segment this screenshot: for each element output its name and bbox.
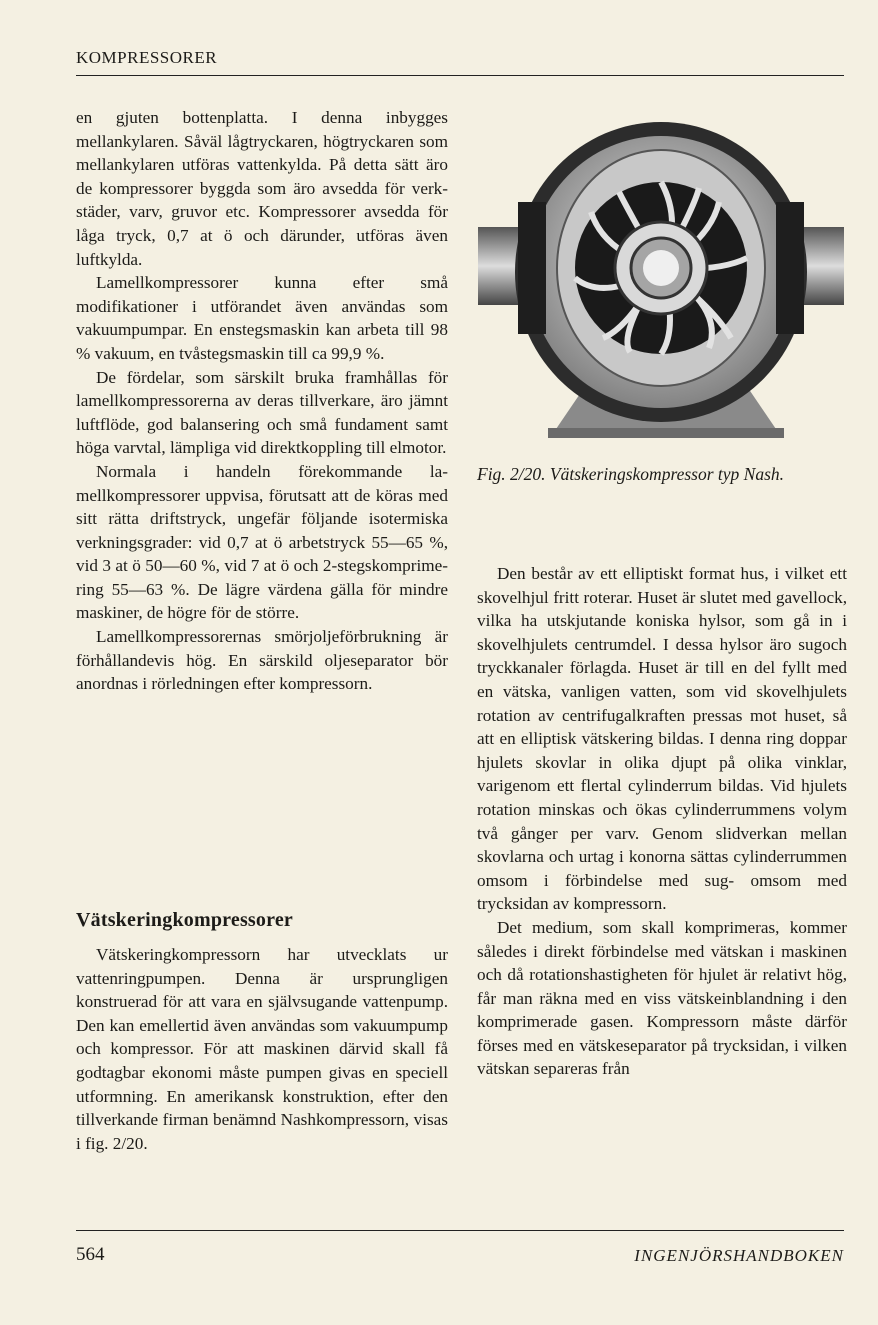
section-body <box>76 943 448 1155</box>
footer-rule <box>76 1230 844 1231</box>
paragraph: Vätskeringkompressorn har utvecklats ur vattenringpumpen. Denna är ursprungligen konstruerad för att vara en självsugande vattenpump. Den kan emellertid även användas som vakuumpump och kompressor. För att maskinen därvid skall få godtagbar ekonomi måste pumpen givas en speciell utformning. En amerikansk konstruktion, efter den tillverkande firman benämnd Nashkompressorn, visas i fig. 2/20. <box>76 945 448 1153</box>
paragraph: en gjuten bottenplatta. I denna inbygges mellankylaren. Såväl lågtryckaren, högtryckaren som mellankylaren utföras vattenkylda. På detta sätt äro de kompressorer byggda som äro avsedda för verkstäder, varv, gruvor etc. Kompressorer avsedda för låga tryck, 0,7 at ö och därunder, utföras även luftkylda. <box>76 108 448 269</box>
compressor-figure <box>478 112 844 440</box>
section-heading: Vätskeringkompressorer <box>76 909 293 931</box>
right-column <box>477 562 847 1081</box>
paragraph: Normala i handeln förekommande lamellkompressorer uppvisa, förutsatt att de köras med sitt rätta driftstryck, ungefär följande isotermiska verkningsgrader: vid 0,7 at ö arbetstryck 55—65 %, vid 3 at ö 50—60 %, vid 7 at ö och 2-stegskomprimering 55—63 %. De lägre värdena gälla för mindre maskiner, de högre för de större. <box>76 461 448 623</box>
paragraph: Lamellkompressorernas smörjoljeförbrukning är förhållandevis hög. En särskild oljeseparator bör anordnas i rörledningen efter kompressorn. <box>76 627 448 694</box>
paragraph: Lamellkompressorer kunna efter små modifikationer i utförandet även användas som vakuumpumpar. En enstegsmaskin kan arbeta till 98 % vakuum, en tvåstegsmaskin till ca 99,9 %. <box>76 273 448 363</box>
paragraph: Den består av ett elliptiskt format hus, i vilket ett skovelhjul fritt roterar. Huset är slutet med gavellock, vilka ha utskjutande koniska hylsor, som gå in i skovelhjulets centrumdel. I dessa hylsor äro sugoch tryckkanaler förlagda. Huset är till en del fyllt med en vätska, vanligen vatten, som vid skovelhjulets rotation av centrifugalkraften pressas mot huset, så att en elliptisk vätskering bildas. I denna ring doppar hjulets skovlar in olika djupt på olika vinklar, varigenom ett flertal cylinderrum bildas. Vid hjulets rotation minskas och ökas cylinderrummens volym två gånger per varv. Genom slidverkan mellan skovlarna och urtag i konorna sättas cylinderrummen omsom i förbindelse med sug- omsom med trycksidan av kompressorn. <box>477 564 847 914</box>
figure-caption: Fig. 2/20. Vätskeringskompressor typ Nash. <box>477 464 785 484</box>
paragraph: Det medium, som skall komprimeras, kommer således i direkt förbindelse med vätskan i maskinen och då rotationshastigheten för hjulet är relativt hög, får man räkna med en viss vätskeinblandning i den komprimerade gasen. Kompressorn måste därför förses med en vätskeseparator på trycksidan, i vilken vätskan separeras från <box>477 917 847 1079</box>
page-number: 564 <box>76 1244 105 1265</box>
running-foot: INGENJÖRSHANDBOKEN <box>634 1246 844 1265</box>
running-title: KOMPRESSORER <box>76 48 218 67</box>
nash-compressor-illustration <box>478 112 844 440</box>
left-column <box>76 106 448 696</box>
header-rule <box>76 75 844 76</box>
paragraph: De fördelar, som särskilt bruka framhållas för lamellkompressorerna av deras tillverkare, äro jämnt luftflöde, god balansering och små fundament samt höga varvtal, lämpliga vid direktkoppling till elmotor. <box>76 367 448 458</box>
